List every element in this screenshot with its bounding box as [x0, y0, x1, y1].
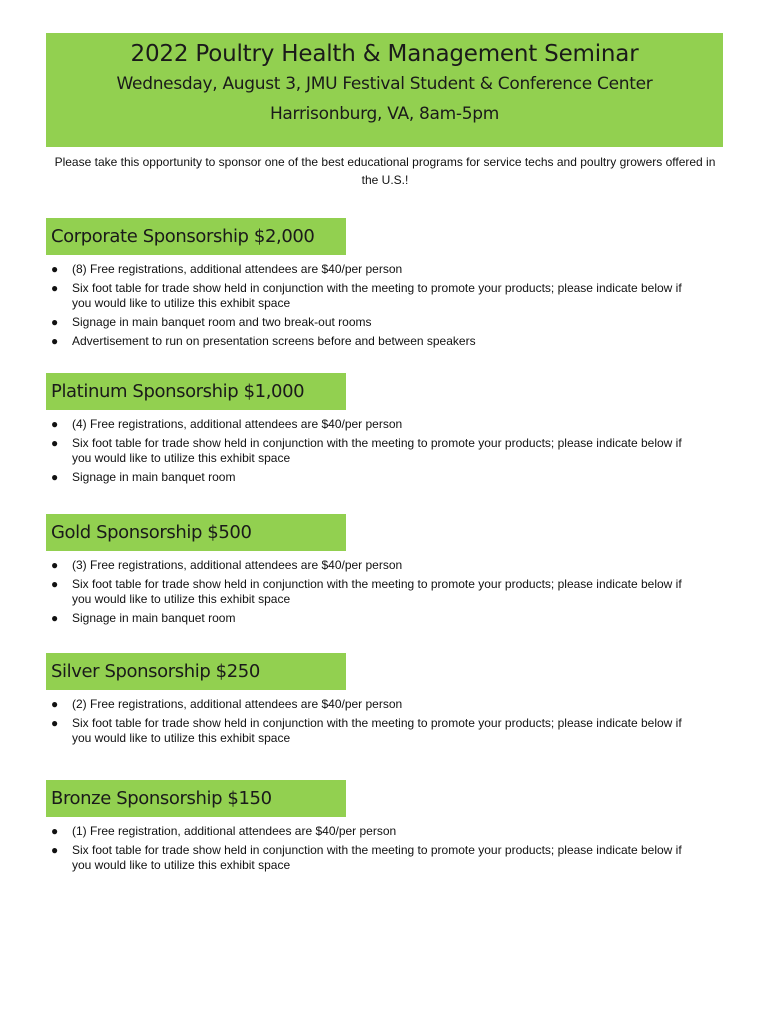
item-text: (1) Free registration, additional attendees are $40/per person — [72, 824, 397, 838]
list-item — [46, 577, 726, 607]
item-text: (3) Free registrations, additional attendees are $40/per person — [72, 558, 403, 572]
list-item — [46, 716, 726, 746]
benefit-list — [46, 262, 726, 349]
list-item — [46, 558, 726, 573]
section-heading: Bronze Sponsorship $150 — [46, 780, 346, 817]
title-banner — [46, 33, 723, 147]
item-text: Advertisement to run on presentation screens before and between speakers — [72, 334, 476, 348]
bullet-icon: ● — [51, 281, 59, 295]
list-item — [46, 436, 726, 466]
section-heading: Gold Sponsorship $500 — [46, 514, 346, 551]
section-heading: Silver Sponsorship $250 — [46, 653, 346, 690]
bullet-icon: ● — [51, 558, 59, 572]
bullet-icon: ● — [51, 262, 59, 276]
list-item — [46, 281, 726, 311]
seminar-date-venue: Wednesday, August 3, JMU Festival Student & Conference Center — [116, 74, 653, 94]
section-heading: Platinum Sponsorship $1,000 — [46, 373, 346, 410]
item-text: (4) Free registrations, additional attendees are $40/per person — [72, 417, 403, 431]
section-corporate — [46, 218, 726, 353]
item-text: Six foot table for trade show held in conjunction with the meeting to promote your products; please indicate below if you would like to utilize this exhibit space — [72, 436, 682, 465]
section-heading: Corporate Sponsorship $2,000 — [46, 218, 346, 255]
item-text: Signage in main banquet room — [72, 470, 236, 484]
benefit-list — [46, 558, 726, 626]
bullet-icon: ● — [51, 315, 59, 329]
list-item — [46, 315, 726, 330]
item-text: (2) Free registrations, additional attendees are $40/per person — [72, 697, 403, 711]
item-text: Signage in main banquet room — [72, 611, 236, 625]
item-text: (8) Free registrations, additional attendees are $40/per person — [72, 262, 403, 276]
seminar-title: 2022 Poultry Health & Management Seminar — [130, 41, 639, 67]
section-platinum — [46, 373, 726, 489]
item-text: Six foot table for trade show held in conjunction with the meeting to promote your products; please indicate below if you would like to utilize this exhibit space — [72, 716, 682, 745]
section-silver — [46, 653, 726, 750]
list-item — [46, 697, 726, 712]
bullet-icon: ● — [51, 611, 59, 625]
benefit-list — [46, 697, 726, 746]
section-gold — [46, 514, 726, 630]
list-item — [46, 824, 726, 839]
bullet-icon: ● — [51, 436, 59, 450]
list-item — [46, 417, 726, 432]
bullet-icon: ● — [51, 697, 59, 711]
bullet-icon: ● — [51, 334, 59, 348]
bullet-icon: ● — [51, 843, 59, 857]
item-text: Six foot table for trade show held in conjunction with the meeting to promote your products; please indicate below if you would like to utilize this exhibit space — [72, 281, 682, 310]
list-item — [46, 611, 726, 626]
seminar-location-time: Harrisonburg, VA, 8am-5pm — [269, 104, 500, 124]
item-text: Six foot table for trade show held in conjunction with the meeting to promote your products; please indicate below if you would like to utilize this exhibit space — [72, 843, 682, 872]
section-bronze — [46, 780, 726, 877]
benefit-list — [46, 417, 726, 485]
list-item — [46, 334, 726, 349]
intro-text: Please take this opportunity to sponsor one of the best educational programs for service techs and poultry growers offered in the U.S.! — [54, 155, 716, 187]
bullet-icon: ● — [51, 824, 59, 838]
bullet-icon: ● — [51, 577, 59, 591]
list-item — [46, 843, 726, 873]
benefit-list — [46, 824, 726, 873]
bullet-icon: ● — [51, 417, 59, 431]
item-text: Signage in main banquet room and two break-out rooms — [72, 315, 372, 329]
bullet-icon: ● — [51, 470, 59, 484]
bullet-icon: ● — [51, 716, 59, 730]
list-item — [46, 262, 726, 277]
list-item — [46, 470, 726, 485]
item-text: Six foot table for trade show held in conjunction with the meeting to promote your products; please indicate below if you would like to utilize this exhibit space — [72, 577, 682, 606]
